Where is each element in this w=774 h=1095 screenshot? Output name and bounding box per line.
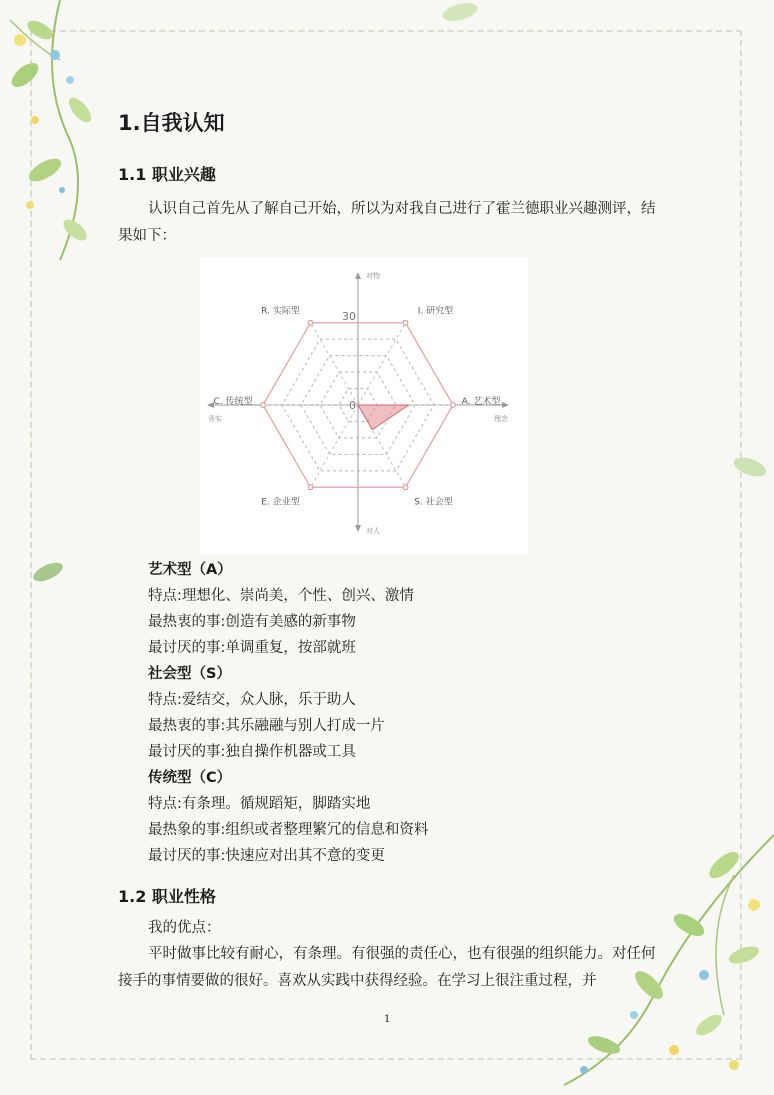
axis-label-left: 务实: [208, 415, 222, 423]
type-heading: 社会型（S）: [148, 666, 231, 682]
holland-radar-chart: [200, 257, 528, 555]
radar-chart-svg: [200, 257, 528, 555]
type-heading: 艺术型（A）: [148, 562, 232, 578]
type-detail-line: 最热象的事:组织或者整理繁冗的信息和资料: [148, 822, 429, 838]
leaf-decoration-top: [440, 0, 480, 25]
interest-type-list: [148, 557, 428, 869]
grid-spoke: [311, 323, 359, 405]
vertex-dot: [261, 403, 266, 408]
vertex-dot: [451, 403, 456, 408]
vertex-dot: [403, 485, 408, 490]
tick-label-max: 30: [342, 310, 356, 323]
vertical-axis-arrow-up: [355, 272, 361, 279]
type-detail-line: 特点:爱结交，众人脉，乐于助人: [148, 692, 356, 708]
vertex-dot: [308, 485, 313, 490]
page-number: 1: [384, 1014, 391, 1025]
advantages-label: 我的优点：: [148, 920, 221, 936]
section-1-2-title: 1.2 职业性格: [118, 887, 216, 906]
axis-label-top: 对物: [366, 272, 380, 280]
category-label: R. 实际型: [261, 306, 300, 317]
category-label: A. 艺术型: [461, 397, 501, 407]
horizontal-axis-arrow-right: [502, 402, 509, 408]
type-detail-line: 最热衷的事:其乐融融与别人打成一片: [148, 718, 385, 734]
type-detail-line: 特点:理想化、崇尚美，个性、创兴、激情: [148, 588, 414, 604]
grid-spoke: [311, 405, 359, 487]
type-detail-line: 最讨厌的事:快速应对出其不意的变更: [148, 848, 385, 864]
axis-label-right: 理念: [494, 415, 508, 423]
section-1-1-intro: 认识自己首先从了解自己开始，所以为对我自己进行了霍兰德职业兴趣测评，结果如下：: [118, 201, 656, 244]
vertex-dot: [308, 320, 313, 325]
axis-label-bottom: 对人: [366, 527, 380, 535]
score-area: [358, 405, 409, 430]
type-heading: 传统型（C）: [148, 770, 232, 786]
type-detail-line: 特点:有条理。循规蹈矩，脚踏实地: [148, 796, 371, 812]
grid-spoke: [358, 323, 406, 405]
tick-label-min: 0: [349, 399, 356, 412]
vertex-dot: [403, 320, 408, 325]
type-detail-line: 最讨厌的事:单调重复，按部就班: [148, 640, 356, 656]
category-label: C. 传统型: [213, 397, 253, 407]
type-detail-line: 最热衷的事:创造有美感的新事物: [148, 614, 356, 630]
category-label: S. 社会型: [414, 497, 453, 508]
category-label: I. 研究型: [417, 306, 454, 317]
vertical-axis-arrow-down: [355, 525, 361, 532]
advantages-text: 平时做事比较有耐心，有条理。有很强的责任心，也有很强的组织能力。对任何接手的事情要做的很好。喜欢从实践中获得经验。在学习上很注重过程，并: [118, 946, 656, 989]
chapter-heading: 1.自我认知: [118, 111, 225, 135]
type-detail-line: 最讨厌的事:独自操作机器或工具: [148, 744, 356, 760]
section-1-1-title: 1.1 职业兴趣: [118, 165, 216, 184]
category-label: E. 企业型: [261, 497, 300, 508]
